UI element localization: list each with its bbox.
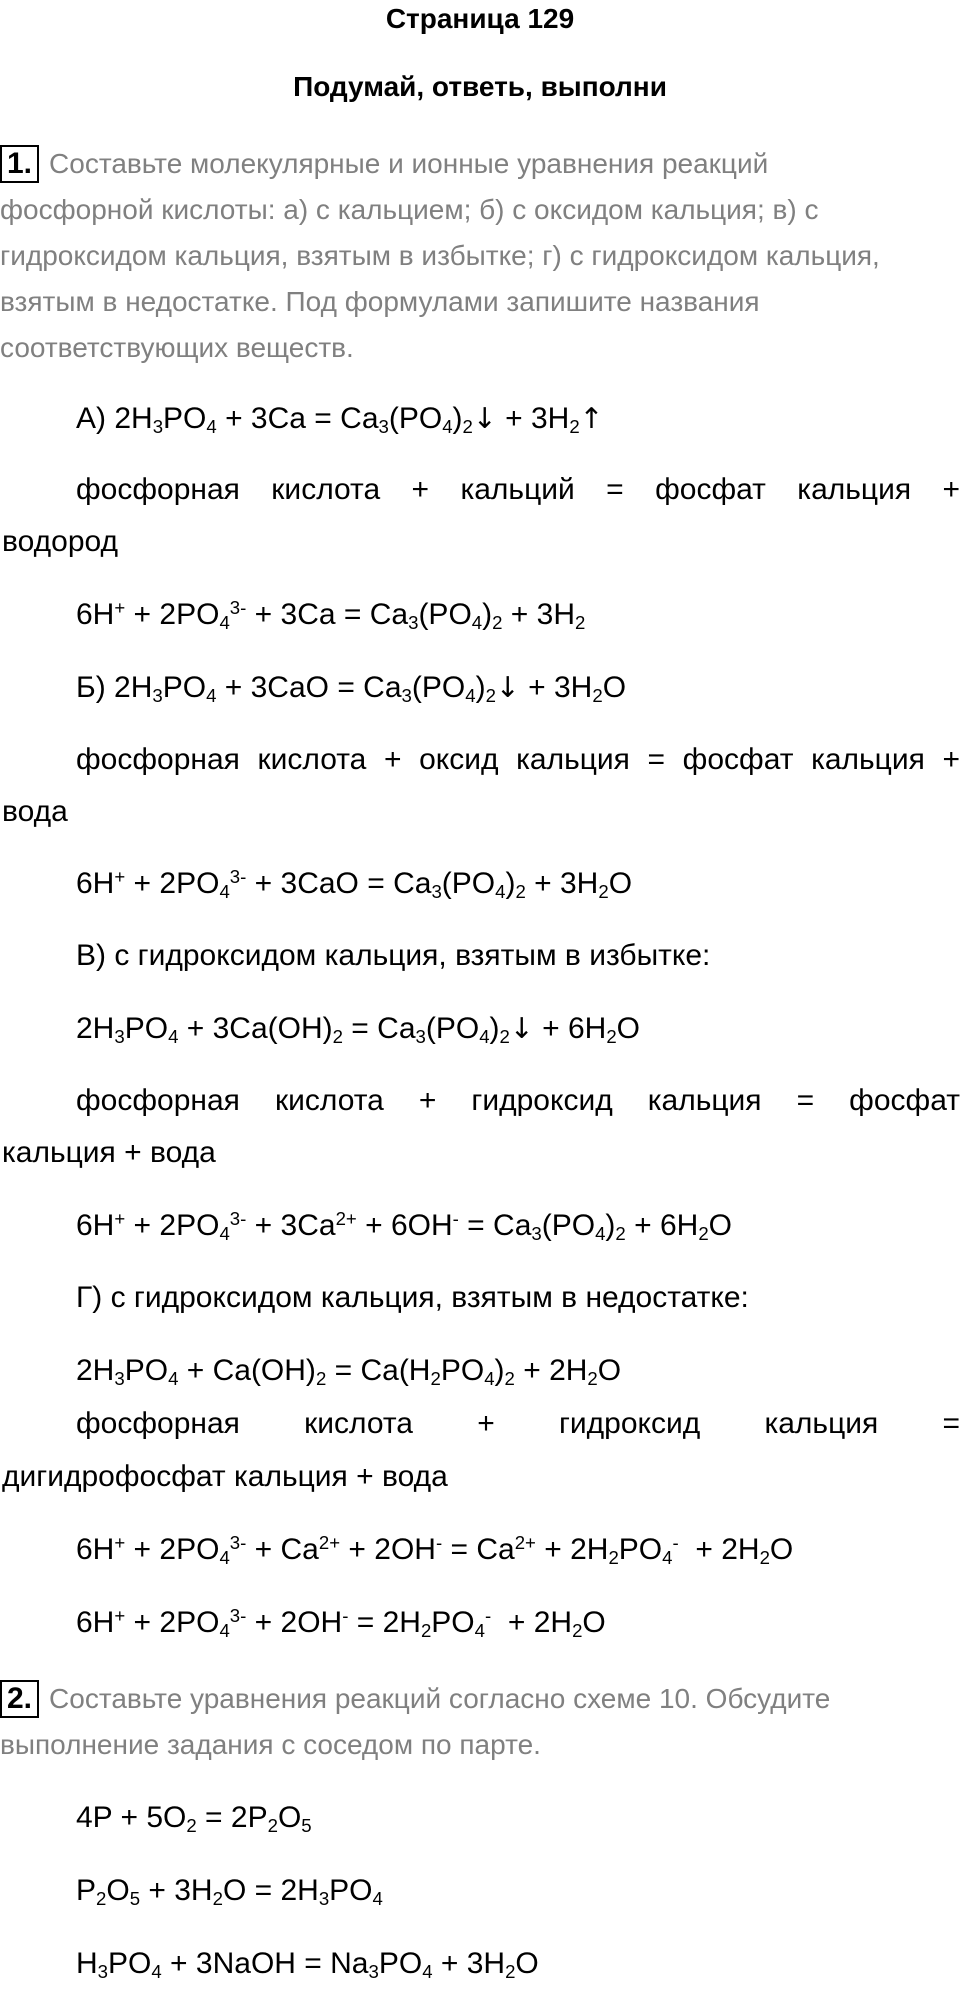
- task2-equation-1: $4P + 5O_2 = 2P_2O_5$: [76, 1801, 312, 1837]
- equation-d-words-line-1: фосфорная кислота + гидроксид кальция =: [76, 1407, 960, 1440]
- gas-arrow-icon: ↑: [579, 402, 604, 435]
- equation-d-molecular: $2H_3PO_4 + Ca(OH)_2 = Ca(H_2PO_4)_2 + 2H_2O$: [76, 1354, 622, 1390]
- task1-prompt-line-2: фосфорной кислоты: а) с кальцием; б) с оксидом кальция; в) с: [0, 194, 819, 225]
- task2-equation-3: $H_3PO_4$ + 3NaOH = $Na_3PO_4 + 3H_2O$: [76, 1947, 539, 1983]
- section-title: Подумай, ответь, выполни: [293, 71, 667, 102]
- equation-c-ionic: $6H^+ + 2PO_4^{3-} + 3Ca^{2+} + 6OH^- = Ca_3(PO_4)_2 + 6H_2O$: [76, 1207, 732, 1245]
- equation-a-molecular: А) $2H_3PO_4 + 3Ca$ = $Ca_3(PO_4)_2↓$ + $3H_2↑$: [76, 402, 604, 438]
- task1-number: 1.: [0, 145, 39, 183]
- equation-b-molecular: Б) $2H_3PO_4 + 3CaO$ = $Ca_3(PO_4)_2↓ + 3H_2O$: [76, 671, 627, 707]
- equation-a-ionic: $6H^+ + 2PO_4^{3-} + 3Ca = Ca_3(PO_4)_2 + 3H_2$: [76, 596, 586, 634]
- task2-prompt-line-1: 2. Составьте уравнения реакций согласно схеме 10. Обсудите: [0, 1676, 830, 1722]
- page-label: Страница 129: [385, 3, 575, 34]
- equation-d-words-line-2: дигидрофосфат кальция + вода: [2, 1460, 448, 1493]
- task1-prompt-line-4: взятым в недостатке. Под формулами запишите названия: [0, 286, 760, 317]
- equation-b-words-line-1: фосфорная кислота + оксид кальция = фосфат кальция +: [76, 743, 960, 776]
- precipitate-arrow-icon: ↓: [495, 671, 520, 704]
- equation-d-ionic-full: $6H^+ + 2PO_4^{3-} + Ca^{2+} + 2OH^- = Ca^{2+} + 2H_2PO_4^- + 2H_2O$: [76, 1531, 794, 1569]
- equation-d-ionic-short: $6H^+ + 2PO_4^{3-} + 2OH^- = 2H_2PO_4^- + 2H_2O$: [76, 1604, 606, 1642]
- task2-prompt-line-2: выполнение задания с соседом по парте.: [0, 1729, 541, 1760]
- equation-a-words-line-2: водород: [2, 525, 119, 558]
- equation-c-heading: В) с гидроксидом кальция, взятым в избытке:: [76, 939, 711, 972]
- equation-b-ionic: $6H^+ + 2PO_4^{3-} + 3CaO = Ca_3(PO_4)_2 + 3H_2O$: [76, 865, 633, 903]
- equation-c-words-line-1: фосфорная кислота + гидроксид кальция = фосфат: [76, 1084, 960, 1117]
- equation-d-heading: Г) с гидроксидом кальция, взятым в недостатке:: [76, 1281, 749, 1314]
- task2-number: 2.: [0, 1680, 39, 1718]
- task1-prompt-line-1: 1. Составьте молекулярные и ионные уравнения реакций: [0, 141, 768, 187]
- equation-b-words-line-2: вода: [2, 795, 68, 828]
- precipitate-arrow-icon: ↓: [509, 1012, 534, 1045]
- equation-a-words-line-1: фосфорная кислота + кальций = фосфат кальция +: [76, 473, 960, 506]
- task2-equation-2: $P_2O_5 + 3H_2O = 2H_3PO_4$: [76, 1874, 383, 1910]
- equation-c-words-line-2: кальция + вода: [2, 1136, 216, 1169]
- precipitate-arrow-icon: ↓: [472, 402, 497, 435]
- task1-prompt-line-5: соответствующих веществ.: [0, 332, 354, 363]
- task1-prompt-line-3: гидроксидом кальция, взятым в избытке; г) с гидроксидом кальция,: [0, 240, 880, 271]
- equation-c-molecular: $2H_3PO_4 + 3Ca(OH)_2$ = $Ca_3(PO_4)_2↓ + 6H_2O$: [76, 1012, 641, 1048]
